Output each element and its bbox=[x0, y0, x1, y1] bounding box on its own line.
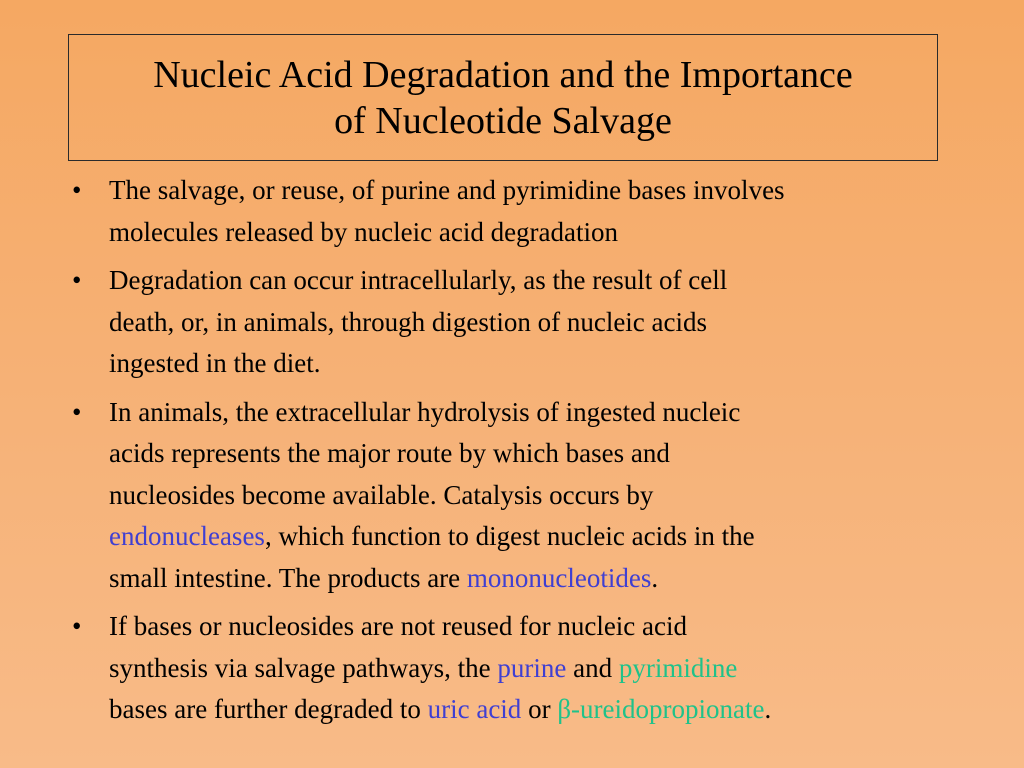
bullet-dot-icon: • bbox=[72, 396, 82, 427]
bullet-3-line-5 bbox=[109, 558, 972, 600]
bullet-4-line-2-start: synthesis via salvage pathways, the bbox=[109, 652, 498, 683]
bullet-3-line-4 bbox=[109, 516, 972, 558]
bullet-item-4 bbox=[72, 606, 972, 731]
bullet-4-line-1: If bases or nucleosides are not reused for nucleic acid bbox=[109, 611, 688, 641]
bullet-3-line-2: acids represents the major route by which bases and bbox=[109, 438, 670, 468]
bullet-4-line-2 bbox=[109, 648, 972, 690]
term-uric-acid: uric acid bbox=[427, 694, 522, 724]
term-beta-ureidopropionate: β-ureidopropionate bbox=[557, 694, 765, 724]
bullet-list bbox=[72, 170, 972, 738]
bullet-item-2 bbox=[72, 260, 972, 385]
bullet-4-line-2-mid: and bbox=[566, 652, 619, 683]
bullet-4-line-3-start: bases are further degraded to bbox=[109, 694, 428, 724]
bullet-3-line-1: In animals, the extracellular hydrolysis of ingested nucleic bbox=[109, 396, 741, 427]
bullet-3-line-5-end: . bbox=[651, 562, 659, 593]
bullet-4-line-3-mid: or bbox=[521, 694, 558, 724]
term-mononucleotides: mononucleotides bbox=[466, 562, 652, 593]
slide-title-line-1: Nucleic Acid Degradation and the Importance bbox=[153, 53, 853, 96]
slide-title-line-2: of Nucleotide Salvage bbox=[334, 99, 672, 142]
bullet-1-line-2: molecules released by nucleic acid degradation bbox=[109, 216, 619, 247]
bullet-3-line-5-start: small intestine. The products are bbox=[109, 562, 467, 593]
bullet-dot-icon: • bbox=[72, 265, 82, 295]
bullet-3-line-4-rest: , which function to digest nucleic acids in the bbox=[264, 521, 755, 551]
bullet-item-1 bbox=[72, 170, 972, 253]
term-pyrimidine: pyrimidine bbox=[618, 652, 738, 683]
term-endonucleases: endonucleases bbox=[109, 521, 265, 551]
bullet-item-3 bbox=[72, 392, 972, 600]
bullet-3-line-3: nucleosides become available. Catalysis occurs by bbox=[109, 479, 654, 510]
bullet-2-line-2: death, or, in animals, through digestion of nucleic acids bbox=[109, 306, 708, 337]
bullet-dot-icon: • bbox=[72, 611, 82, 641]
bullet-2-line-3: ingested in the diet. bbox=[109, 348, 321, 378]
bullet-1-line-1: The salvage, or reuse, of purine and pyrimidine bases involves bbox=[109, 175, 785, 205]
term-purine: purine bbox=[497, 652, 567, 683]
slide-title-box bbox=[68, 34, 938, 161]
bullet-4-line-3 bbox=[109, 689, 972, 731]
bullet-2-line-1: Degradation can occur intracellularly, as the result of cell bbox=[109, 265, 728, 295]
bullet-4-line-3-end: . bbox=[764, 694, 772, 724]
bullet-dot-icon: • bbox=[72, 175, 82, 205]
